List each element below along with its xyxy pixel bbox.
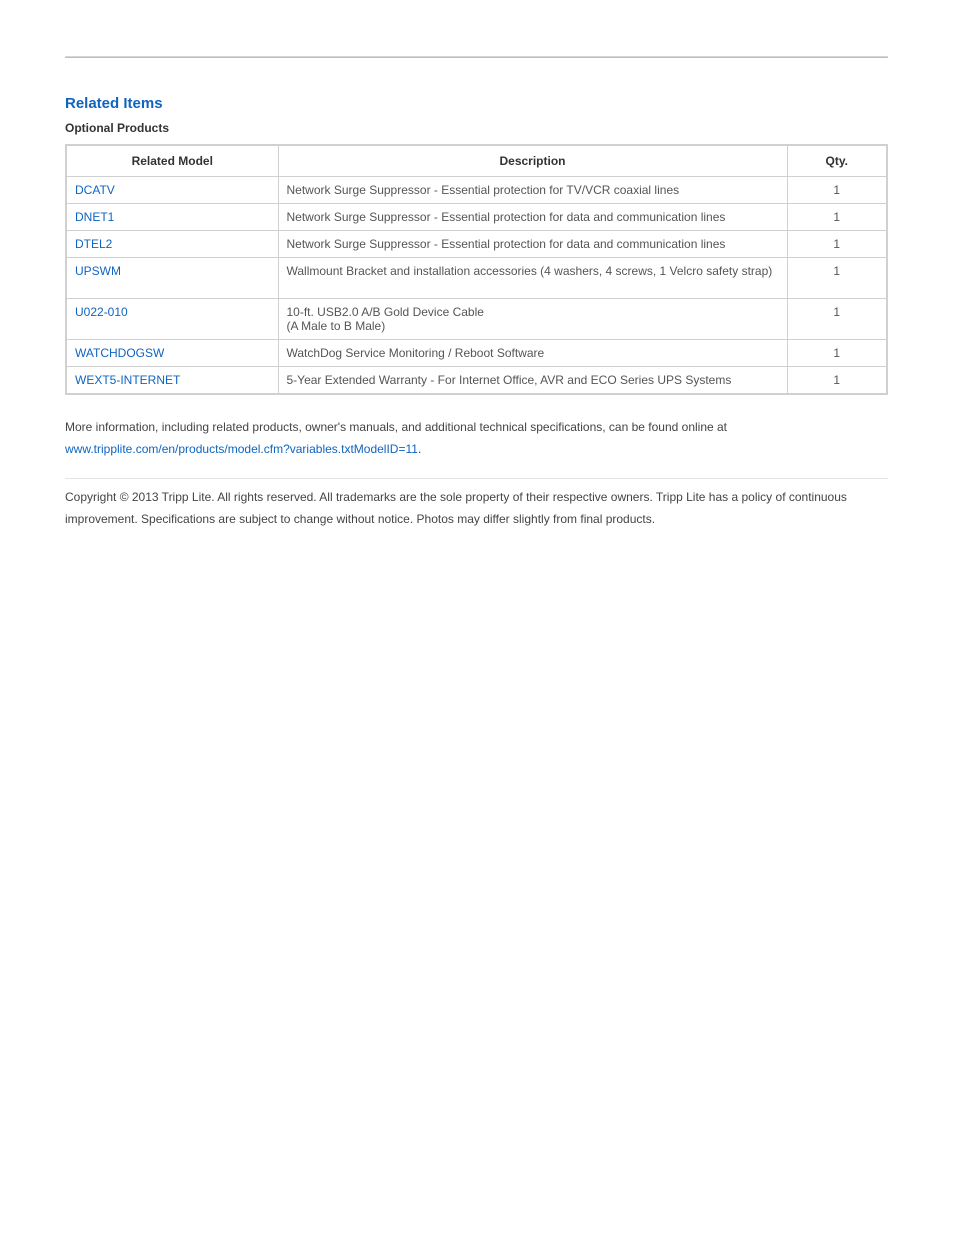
column-header-qty: Qty.	[787, 145, 887, 177]
description-cell: Network Surge Suppressor - Essential protection for TV/VCR coaxial lines	[278, 177, 787, 204]
column-header-model: Related Model	[66, 145, 278, 177]
description-cell: Network Surge Suppressor - Essential protection for data and communication lines	[278, 204, 787, 231]
table-row	[66, 258, 887, 299]
model-link[interactable]: WEXT5-INTERNET	[66, 367, 278, 395]
qty-cell: 1	[787, 231, 887, 258]
more-info-paragraph	[65, 416, 888, 460]
model-link[interactable]: U022-010	[66, 299, 278, 340]
product-page-link[interactable]: www.tripplite.com/en/products/model.cfm?variables.txtModelID=11	[65, 442, 418, 456]
qty-cell: 1	[787, 367, 887, 395]
table-row	[66, 177, 887, 204]
table-row	[66, 340, 887, 367]
footer-divider	[65, 478, 888, 479]
description-line: 10-ft. USB2.0 A/B Gold Device Cable	[286, 305, 484, 319]
description-cell: WatchDog Service Monitoring / Reboot Software	[278, 340, 787, 367]
related-products-table	[65, 144, 888, 395]
more-info-text: More information, including related products, owner's manuals, and additional technical specifications, can be found online at	[65, 420, 728, 434]
top-divider	[65, 56, 888, 58]
column-header-description: Description	[278, 145, 787, 177]
table-row	[66, 204, 887, 231]
qty-cell: 1	[787, 177, 887, 204]
copyright-notice: Copyright © 2013 Tripp Lite. All rights reserved. All trademarks are the sole property of their respective owners. Tripp Lite has a policy of continuous improvement. Specifications are subject to change without notice. Photos may differ slightly from final products.	[65, 490, 847, 526]
description-cell	[278, 299, 787, 340]
table-row	[66, 231, 887, 258]
model-link[interactable]: DNET1	[66, 204, 278, 231]
table-header-row	[66, 145, 887, 177]
more-info-suffix: .	[417, 442, 422, 456]
qty-cell: 1	[787, 258, 887, 299]
table-row	[66, 367, 887, 395]
description-cell: Network Surge Suppressor - Essential protection for data and communication lines	[278, 231, 787, 258]
qty-cell: 1	[787, 340, 887, 367]
qty-cell: 1	[787, 204, 887, 231]
model-link[interactable]: DTEL2	[66, 231, 278, 258]
model-link[interactable]: UPSWM	[66, 258, 278, 299]
optional-products-heading: Optional Products	[65, 121, 170, 135]
qty-cell: 1	[787, 299, 887, 340]
description-line: (A Male to B Male)	[286, 319, 386, 333]
model-link[interactable]: DCATV	[66, 177, 278, 204]
related-items-heading: Related Items	[65, 95, 163, 112]
description-cell: Wallmount Bracket and installation accessories (4 washers, 4 screws, 1 Velcro safety strap)	[278, 258, 787, 299]
model-link[interactable]: WATCHDOGSW	[66, 340, 278, 367]
description-cell: 5-Year Extended Warranty - For Internet Office, AVR and ECO Series UPS Systems	[278, 367, 787, 395]
table-row	[66, 299, 887, 340]
